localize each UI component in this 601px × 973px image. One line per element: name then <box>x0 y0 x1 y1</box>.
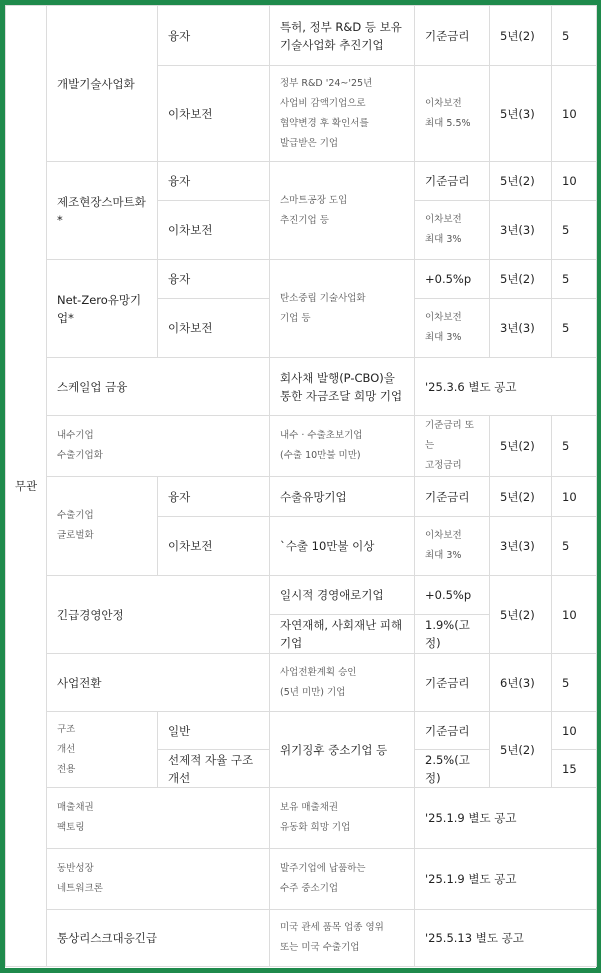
limit-cell: 5 <box>552 260 597 299</box>
note-cell: '25.3.6 별도 공고 <box>415 358 597 416</box>
program-export: 수출기업 글로벌화 <box>47 477 158 576</box>
rate-cell: +0.5%p <box>415 260 490 299</box>
term-cell: 5년(2) <box>490 162 552 201</box>
limit-cell: 5 <box>552 6 597 66</box>
rate-cell: 2.5%(고정) <box>415 750 490 788</box>
rate-cell: 기준금리 <box>415 712 490 750</box>
limit-cell: 10 <box>552 712 597 750</box>
limit-cell: 15 <box>552 750 597 788</box>
target-cell: 위기징후 중소기업 등 <box>270 712 415 788</box>
target-cell: 수출유망기업 <box>270 477 415 517</box>
target-cell: 스마트공장 도입 추진기업 등 <box>270 162 415 260</box>
program-network: 동반성장 네트워크론 <box>47 849 270 910</box>
program-dev-tech: 개발기술사업화 <box>47 6 158 162</box>
limit-cell: 5 <box>552 416 597 477</box>
term-cell: 5년(2) <box>490 260 552 299</box>
limit-cell: 10 <box>552 66 597 162</box>
term-cell: 5년(2) <box>490 477 552 517</box>
program-transition: 사업전환 <box>47 654 270 712</box>
type-interest: 이차보전 <box>158 66 270 162</box>
type-loan: 융자 <box>158 260 270 299</box>
term-cell: 5년(2) <box>490 576 552 654</box>
type-interest: 이차보전 <box>158 299 270 358</box>
term-cell: 5년(2) <box>490 712 552 788</box>
limit-cell: 5 <box>552 299 597 358</box>
limit-cell: 10 <box>552 162 597 201</box>
limit-cell: 10 <box>552 576 597 654</box>
rate-cell: 이차보전 최대 3% <box>415 299 490 358</box>
policy-fund-table-frame <box>5 5 596 968</box>
program-emergency: 긴급경영안정 <box>47 576 270 654</box>
rate-cell: 이차보전 최대 3% <box>415 201 490 260</box>
rate-cell: 이차보전 최대 3% <box>415 517 490 576</box>
note-cell: '25.5.13 별도 공고 <box>415 910 597 967</box>
limit-cell: 5 <box>552 517 597 576</box>
program-factoring: 매출채권 팩토링 <box>47 788 270 849</box>
rate-cell: 1.9%(고정) <box>415 615 490 654</box>
program-domestic: 내수기업 수출기업화 <box>47 416 270 477</box>
program-restructure: 구조 개선 전용 <box>47 712 158 788</box>
target-cell: `수출 10만불 이상 <box>270 517 415 576</box>
rate-cell: 기준금리 <box>415 162 490 201</box>
term-cell: 3년(3) <box>490 517 552 576</box>
target-cell: 일시적 경영애로기업 <box>270 576 415 615</box>
rate-cell: 기준금리 <box>415 6 490 66</box>
target-cell: 탄소중립 기술사업화 기업 등 <box>270 260 415 358</box>
policy-fund-table <box>5 5 597 967</box>
target-cell: 보유 매출채권 유동화 희망 기업 <box>270 788 415 849</box>
term-cell: 5년(3) <box>490 66 552 162</box>
type-interest: 이차보전 <box>158 517 270 576</box>
term-cell: 3년(3) <box>490 201 552 260</box>
target-cell: 내수 · 수출초보기업 (수출 10만불 미만) <box>270 416 415 477</box>
term-cell: 5년(2) <box>490 416 552 477</box>
target-cell: 사업전환계획 승인 (5년 미만) 기업 <box>270 654 415 712</box>
rate-cell: +0.5%p <box>415 576 490 615</box>
program-smart: 제조현장스마트화* <box>47 162 158 260</box>
target-cell: 발주기업에 납품하는 수주 중소기업 <box>270 849 415 910</box>
type-loan: 융자 <box>158 162 270 201</box>
target-cell: 회사채 발행(P-CBO)을 통한 자금조달 희망 기업 <box>270 358 415 416</box>
target-cell: 자연재해, 사회재난 피해기업 <box>270 615 415 654</box>
term-cell: 3년(3) <box>490 299 552 358</box>
rate-cell: 기준금리 또는 고정금리 <box>415 416 490 477</box>
type-interest: 이차보전 <box>158 201 270 260</box>
type-preemptive: 선제적 자율 구조개선 <box>158 750 270 788</box>
type-loan: 융자 <box>158 6 270 66</box>
category-mugwan: 무관 <box>6 6 47 967</box>
limit-cell: 10 <box>552 477 597 517</box>
rate-cell: 기준금리 <box>415 477 490 517</box>
note-cell: '25.1.9 별도 공고 <box>415 788 597 849</box>
rate-cell: 기준금리 <box>415 654 490 712</box>
program-scaleup: 스케일업 금융 <box>47 358 270 416</box>
target-cell: 정부 R&D '24~'25년 사업비 감액기업으로 협약변경 후 확인서를 발급받은 기업 <box>270 66 415 162</box>
program-netzero: Net-Zero유망기업* <box>47 260 158 358</box>
target-cell: 미국 관세 품목 업종 영위 또는 미국 수출기업 <box>270 910 415 967</box>
term-cell: 6년(3) <box>490 654 552 712</box>
rate-cell: 이차보전 최대 5.5% <box>415 66 490 162</box>
note-cell: '25.1.9 별도 공고 <box>415 849 597 910</box>
limit-cell: 5 <box>552 201 597 260</box>
limit-cell: 5 <box>552 654 597 712</box>
target-cell: 특허, 정부 R&D 등 보유 기술사업화 추진기업 <box>270 6 415 66</box>
program-trade-risk: 통상리스크대응긴급 <box>47 910 270 967</box>
type-loan: 융자 <box>158 477 270 517</box>
term-cell: 5년(2) <box>490 6 552 66</box>
type-general: 일반 <box>158 712 270 750</box>
